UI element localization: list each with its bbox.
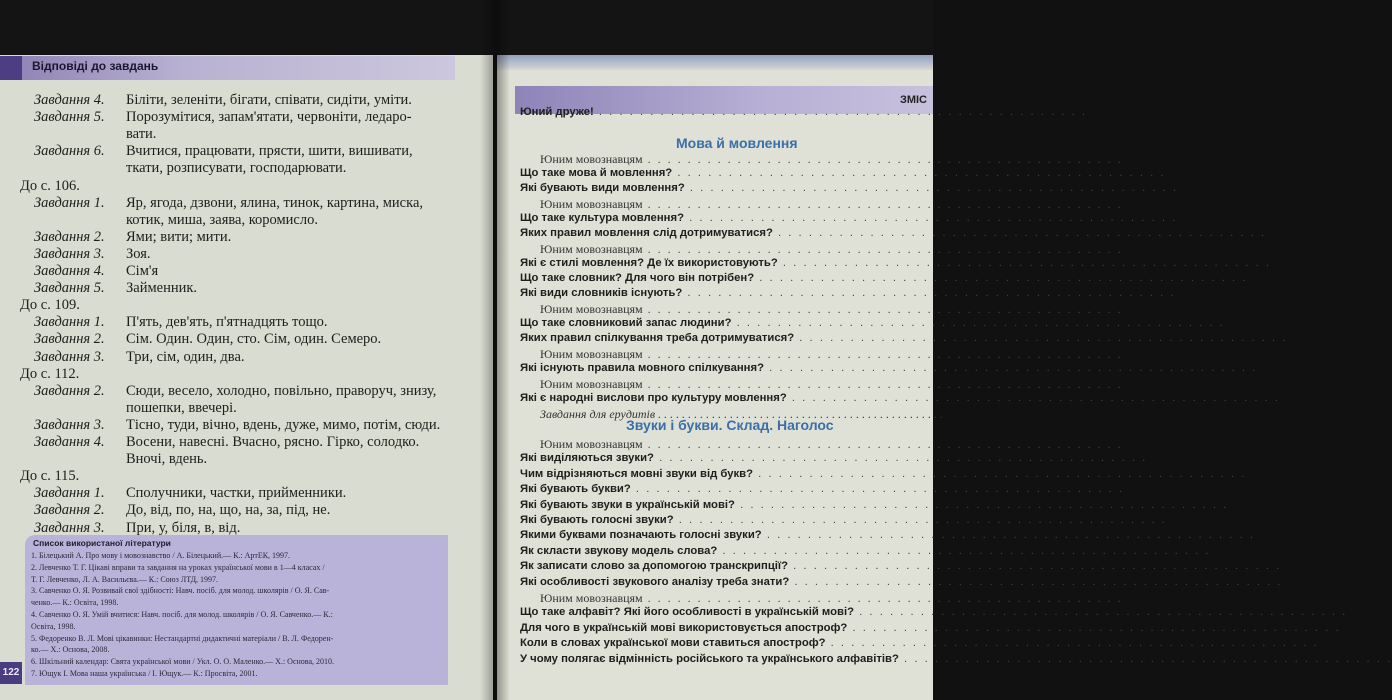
toc-entry-text: Що таке алфавіт? Які його особливості в українській мові?	[520, 606, 855, 619]
task-answer: Порозумітися, запам'ятати, червоніти, ледаро-	[126, 109, 412, 126]
reference-item: 7. Ющук І. Мова наша українська / І. Ющук.— К.: Просвіта, 2001.	[31, 669, 258, 678]
toc-entry-text: Завдання для ерудитів	[540, 407, 656, 421]
toc-entry	[520, 167, 1166, 179]
task-answer: Ями; вити; мити.	[126, 228, 232, 245]
toc-entry	[520, 362, 1257, 374]
toc-greeting-text: Юний друже!	[520, 106, 594, 118]
task-label: Завдання 1.	[34, 194, 105, 211]
toc-entry-text: Яких правил спілкування треба дотримуватися?	[520, 332, 795, 344]
toc-entry-text: Які бувають букви?	[520, 483, 631, 496]
toc-entry-text: Які існують правила мовного спілкування?	[520, 362, 765, 374]
header-tab-marker	[0, 56, 22, 80]
toc-entry	[520, 622, 1341, 634]
toc-subentry	[540, 242, 1123, 257]
leader-dots: . . . . . . . . . . . . . . . . . . . . . . . . . . . . . . . . . . . . . . . . . . . . . . . .	[682, 287, 1176, 299]
toc-subentry	[540, 197, 1123, 212]
task-label: Завдання 2.	[34, 228, 105, 245]
toc-subentry	[540, 437, 1123, 452]
toc-entry	[520, 514, 1167, 526]
toc-entry	[520, 227, 1266, 239]
toc-entry	[520, 637, 1319, 649]
right-header-tab-label: ЗМІС	[899, 94, 927, 106]
toc-entry-text: Юним мовознавцям	[540, 347, 643, 361]
reference-item: 5. Федоренко В. Л. Мові цікавинки: Нестандартні дидактичні матеріали / В. Л. Федорен-	[31, 633, 334, 643]
leader-dots: . . . . . . . . . . . . . . . . . . . . . . . . . . . . . . . . . . . . . . . . . . . . . . . .	[673, 514, 1167, 526]
toc-entry-text: Юним мовознавцям	[540, 242, 643, 256]
book-gutter	[480, 0, 510, 700]
toc-entry	[520, 317, 1225, 329]
toc-entry-text: Які види словників існують?	[520, 287, 683, 299]
reference-item: 2. Левченко Т. Г. Цікаві вправи та завдання на уроках української мови в 1—4 класах /	[31, 562, 325, 572]
task-label: Завдання 1.	[34, 314, 105, 331]
toc-entry-text: Для чого в українській мові використовується апостроф?	[520, 621, 848, 634]
leader-dots: . . . . . . . . . . . . . . . . . . . . . . . . . . . . . . . . . . . . . . . . . . . . . . . .	[642, 152, 1123, 166]
toc-entry	[520, 529, 1255, 541]
leader-dots: . . . . . . . . . . . . . . . . . . . . . . . . . . . . . . . . . . . . . . . . . . . . . . . .	[788, 560, 1282, 573]
toc-entry	[520, 653, 1392, 665]
references-title: Список використаної літератури	[33, 538, 171, 548]
section-label: До с. 109.	[20, 297, 80, 314]
task-answer: Біліти, зеленіти, бігати, співати, сидіти, уміти.	[126, 92, 412, 108]
task-answer: Сім'я	[126, 263, 159, 279]
leader-dots: . . . . . . . . . . . . . . . . . . . . . . . . . . . . . . . . . . . . . . . . . . . . . . . .	[772, 227, 1267, 239]
leader-dots: . . . . . . . . . . . . . . . . . . . . . . . . . . . . . . . . . . . . . . . . . . . . . . . .	[642, 347, 1123, 361]
leader-dots: . . . . . . . . . . . . . . . . . . . . . . . . . . . . . . . . . . . . . . . . . . . . . . . .	[672, 167, 1166, 179]
leader-dots: . . . . . . . . . . . . . . . . . . . . . . . . . . . . . . . . . . . . . . . . . . . . . . . .	[794, 332, 1288, 344]
task-label: Завдання 3.	[34, 245, 105, 262]
leader-dots: . . . . . . . . . . . . . . . . . . . . . . . . . . . . . . . . . . . . . . . . . . . . . . . .	[754, 272, 1248, 284]
toc-entry	[520, 576, 1283, 588]
leader-dots: . . . . . . . . . . . . . . . . . . . . . . . . . . . . . . . . . . . . . . . . . . . . . . . .	[717, 544, 1211, 557]
task-label: Завдання 3.	[34, 519, 105, 536]
task-answer: Вночі, вдень.	[126, 451, 208, 468]
toc-entry-text: Юним мовознавцям	[540, 591, 643, 605]
toc-entry	[520, 606, 1347, 618]
task-label: Завдання 4.	[34, 92, 105, 108]
page-number: 122	[0, 662, 22, 684]
reference-item: 4. Савченко О. Я. Умій вчитися: Навч. посіб. для молод. школярів / О. Я. Савченко.— К.:	[31, 610, 333, 619]
task-label: Завдання 3.	[34, 416, 105, 433]
toc-entry-text: Якими буквами позначають голосні звуки?	[520, 529, 762, 542]
toc-entry	[520, 483, 1124, 495]
toc-entry-text: Юним мовознавцям	[540, 197, 643, 211]
toc-subentry	[540, 591, 1123, 606]
task-answer: Сім. Один. Один, сто. Сім, один. Семеро.	[126, 331, 382, 348]
reference-item: 1. Білецький А. Про мову і мовознавство / А. Білецький.— К.: АртЕК, 1997.	[31, 551, 291, 560]
toc-entry	[520, 499, 1228, 511]
leader-dots: . . . . . . . . . . . . . . . . . . . . . . . . . . . . . . . . . . . . . . . . . . . . . . . .	[786, 392, 1281, 404]
leader-dots: . . . . . . . . . . . . . . . . . . . . . . . . . . . . . . . . . . . . . . . . . . . . . . . .	[854, 606, 1348, 619]
task-answer: Яр, ягода, дзвони, ялина, тинок, картина, миска,	[126, 194, 424, 211]
toc-entry-text: Юним мовознавцям	[540, 152, 643, 166]
task-answer: Сюди, весело, холодно, повільно, праворуч, знизу,	[126, 382, 437, 399]
toc-entry-text: Які бувають звуки в українській мові?	[520, 498, 735, 511]
toc-entry-text: Що таке мова й мовлення?	[520, 167, 673, 179]
toc-greeting	[520, 106, 1087, 118]
left-header-title: Відповіді до завдань	[32, 59, 159, 73]
task-answer: ткати, розписувати, господарювати.	[126, 160, 347, 177]
toc-entry	[520, 287, 1176, 299]
section-label: До с. 106.	[20, 177, 80, 194]
task-label: Завдання 5.	[34, 280, 105, 297]
toc-subentry	[540, 302, 1123, 317]
task-answer: П'ять, дев'ять, п'ятнадцять тощо.	[126, 314, 328, 331]
leader-dots: . . . . . . . . . . . . . . . . . . . . . . . . . . . . . . . . . . . . . . . . . . . . . . . .	[642, 591, 1123, 605]
task-answer: вати.	[126, 126, 157, 143]
reference-item: Т. Г. Левченко, Л. А. Васильєва.— К.: Союз ЛТД, 1997.	[31, 574, 219, 584]
toc-entry-text: Чим відрізняються мовні звуки від букв?	[520, 467, 754, 480]
section-heading: Мова й мовлення	[676, 135, 798, 151]
task-label: Завдання 6.	[34, 143, 105, 160]
toc-entry	[520, 212, 1177, 224]
task-answer: Зоя.	[126, 245, 151, 262]
toc-entry	[520, 332, 1287, 344]
reference-item: 3. Савченко О. Я. Розвивай свої здібності: Навч. посіб. для молод. школярів / О. Я. Сав-	[31, 586, 330, 596]
task-answer: До, від, по, на, що, на, за, під, не.	[126, 502, 331, 519]
task-answer: Тісно, туди, вічно, вдень, дуже, мимо, потім, сюди.	[126, 416, 441, 433]
leader-dots: . . . . . . . . . . . . . . . . . . . . . . . . . . . . . . . . . . . . . . . . . . . . . . . .	[653, 452, 1148, 465]
task-label: Завдання 1.	[34, 485, 105, 502]
toc-entry-text: Які виділяються звуки?	[520, 452, 654, 465]
toc-subentry	[540, 347, 1123, 362]
toc-entry-text: Що таке словник? Для чого він потрібен?	[520, 272, 755, 284]
task-answer: Три, сім, один, два.	[126, 348, 245, 365]
task-answer: Сполучники, частки, прийменники.	[126, 485, 347, 502]
left-header-band	[0, 56, 455, 80]
leader-dots: . . . . . . . . . . . . . . . . . . . . . . . . . . . . . . . . . . . . . . . . . . . . . . . .	[731, 317, 1225, 329]
leader-dots: . . . . . . . . . . . . . . . . . . . . . . . . . . . . . . . . . . . . . . . . . . . . . . . .	[642, 302, 1123, 316]
toc-entry	[520, 392, 1280, 404]
leader-dots: . . . . . . . . . . . . . . . . . . . . . . . . . . . . . . . . . . . . . . . . . . . . . . . .	[777, 257, 1272, 269]
task-label: Завдання 4.	[34, 263, 105, 279]
section-label: До с. 112.	[20, 365, 80, 382]
leader-dots: . . . . . . . . . . . . . . . . . . . . . . . . . . . . . . . . . . . . . . . . . . . . . . . .	[898, 652, 1392, 665]
leader-dots: . . . . . . . . . . . . . . . . . . . . . . . . . . . . . . . . . . . . . . . . . . . . . . . .	[761, 529, 1255, 542]
toc-entry-text: У чому полягає відмінність російського та українського алфавітів?	[520, 652, 899, 665]
task-label: Завдання 4.	[34, 434, 105, 450]
leader-dots: . . . . . . . . . . . . . . . . . . . . . . . . . . . . . . . . . . . . . . . . . . . . . . . .	[642, 242, 1123, 256]
task-answer: котик, миша, заява, коромисло.	[126, 211, 318, 228]
leader-dots: . . . . . . . . . . . . . . . . . . . . . . . . . . . . . . . . . . . . . . . . . . . . . . . .	[630, 483, 1125, 496]
toc-entry-text: Які бувають голосні звуки?	[520, 514, 674, 526]
toc-entry-text: Як записати слово за допомогою транскрипції?	[520, 560, 788, 573]
toc-entry-text: Юним мовознавцям	[540, 377, 643, 391]
reference-item: 6. Шкільний календар: Свята української мови / Укл. О. О. Маленко.— Х.: Основа, 2010.	[31, 657, 335, 667]
toc-entry-text: Що таке культура мовлення?	[520, 212, 684, 224]
leader-dots: . . . . . . . . . . . . . . . . . . . . . . . . . . . . . . . . . . . . . . . . . . . . . . . .	[642, 377, 1123, 391]
task-answer: Займенник.	[126, 280, 198, 297]
toc-entry	[520, 182, 1178, 194]
task-label: Завдання 2.	[34, 382, 105, 399]
section-label: До с. 115.	[20, 468, 80, 485]
toc-entry-text: Які є народні вислови про культуру мовлення?	[520, 392, 787, 404]
leader-dots: . . . . . . . . . . . . . . . . . . . . . . . . . . . . . . . . . . . . . . . . . . . . . . . .	[684, 182, 1179, 194]
toc-subentry	[540, 377, 1123, 392]
toc-entry-text: Що таке словниковий запас людини?	[520, 317, 732, 329]
task-answer: пошепки, ввечері.	[126, 399, 237, 416]
leader-dots: . . . . . . . . . . . . . . . . . . . . . . . . . . . . . . . . . . . . . . . . . . . . . . . .	[825, 637, 1319, 650]
task-label: Завдання 2.	[34, 331, 105, 348]
toc-entry	[520, 452, 1147, 464]
toc-entry-text: Юним мовознавцям	[540, 437, 643, 451]
toc-entry	[520, 257, 1271, 269]
task-answer: Вчитися, працювати, прясти, шити, вишивати,	[126, 143, 413, 160]
leader-dots: . . . . . . . . . . . . . . . . . . . . . . . . . . . . . . . . . . . . . . . . . . . . . . . .	[789, 575, 1283, 588]
leader-dots: . . . . . . . . . . . . . . . . . . . . . . . . . . . . . . . . . . . . . . . . . . . . . . . .	[642, 197, 1123, 211]
task-answer: При, у, біля, в, від.	[126, 519, 241, 536]
toc-entry-text: Юним мовознавцям	[540, 302, 643, 316]
toc-entry-text: Які бувають види мовлення?	[520, 182, 685, 194]
toc-entry-text: Яких правил мовлення слід дотримуватися?	[520, 227, 773, 239]
task-label: Завдання 2.	[34, 502, 105, 519]
leader-dots: . . . . . . . . . . . . . . . . . . . . . . . . . . . . . . . . . . . . . . . . . . . . . . . .	[642, 437, 1123, 451]
toc-entry	[520, 560, 1281, 572]
toc-entry-text: Які особливості звукового аналізу треба знати?	[520, 575, 790, 588]
dark-background-top	[0, 0, 933, 55]
toc-entry-text: Які є стилі мовлення? Де їх використовують?	[520, 257, 778, 269]
task-answer: Восени, навесні. Вчасно, рясно. Гірко, солодко.	[126, 434, 420, 450]
task-label: Завдання 3.	[34, 348, 105, 365]
section-heading: Звуки і букви. Склад. Наголос	[626, 417, 834, 433]
leader-dots: . . . . . . . . . . . . . . . . . . . . . . . . . . . . . . . . . . . . . . . . . . . . . . . .	[734, 498, 1229, 511]
leader-dots: . . . . . . . . . . . . . . . . . . . . . . . . . . . . . . . . . . . . . . . . . . . . . . . .	[753, 467, 1247, 480]
toc-entry	[520, 468, 1246, 480]
toc-entry	[520, 545, 1211, 557]
leader-dots: . . . . . . . . . . . . . . . . . . . . . . . . . . . . . . . . . . . . . . . . . . . . . . . .	[593, 106, 1088, 118]
leader-dots: . . . . . . . . . . . . . . . . . . . . . . . . . . . . . . . . . . . . . . . . . . . . . . . .	[683, 212, 1178, 224]
reference-item: ко.— Х.: Основа, 2008.	[31, 645, 110, 655]
leader-dots: . . . . . . . . . . . . . . . . . . . . . . . . . . . . . . . . . . . . . . . . . . . . . . . .	[655, 407, 944, 421]
toc-entry-text: Коли в словах української мови ставиться апостроф?	[520, 637, 826, 650]
references-box	[25, 535, 448, 685]
task-label: Завдання 5.	[34, 109, 105, 126]
toc-subentry	[540, 152, 1123, 167]
leader-dots: . . . . . . . . . . . . . . . . . . . . . . . . . . . . . . . . . . . . . . . . . . . . . . . .	[847, 621, 1341, 634]
reference-item: Освіта, 1998.	[31, 621, 76, 631]
leader-dots: . . . . . . . . . . . . . . . . . . . . . . . . . . . . . . . . . . . . . . . . . . . . . . . .	[764, 362, 1258, 374]
toc-entry-text: Як скласти звукову модель слова?	[520, 544, 718, 557]
reference-item: ченко.— К.: Освіта, 1998.	[31, 598, 119, 608]
toc-entry	[520, 272, 1247, 284]
